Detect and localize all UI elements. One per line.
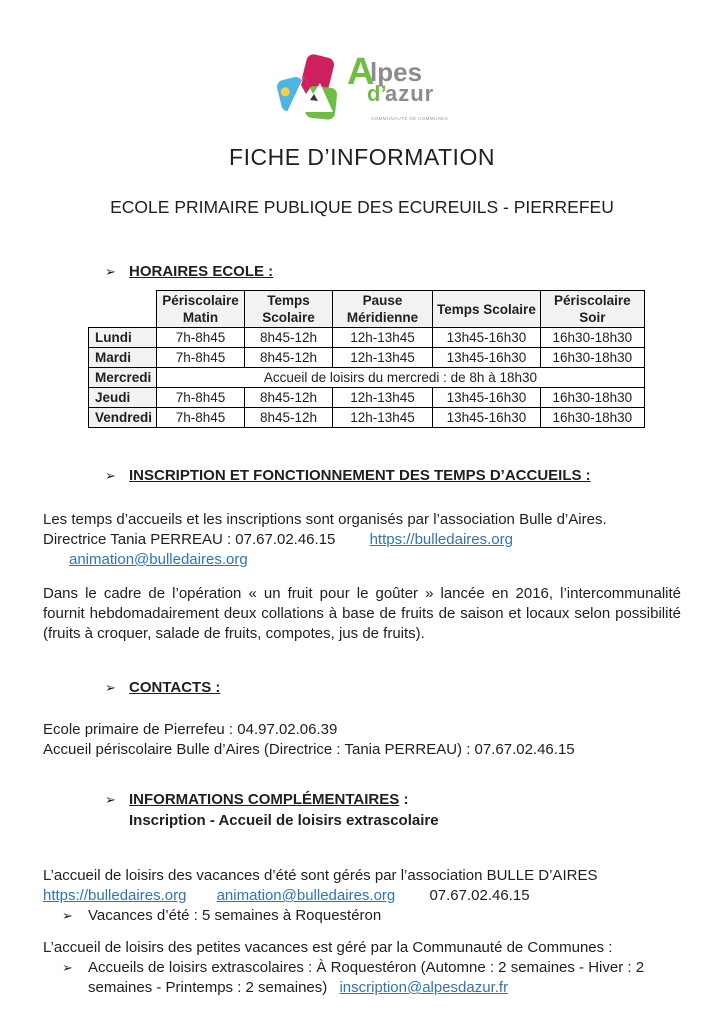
logo-word-alpes: lpes [370,57,423,87]
col-header-periscolaire-matin: Périscolaire Matin [157,291,245,328]
logo-letter-a: A [347,51,375,93]
inscription-line2-prefix: Directrice Tania PERREAU : 07.67.02.46.15 [43,531,336,548]
section-heading-contacts [43,678,681,698]
day-cell: Mercredi [89,368,157,388]
col-header-temps-scolaire-am: Temps Scolaire [245,291,333,328]
extrascolaire-bullet-text: Accueils de loisirs extrascolaires : À Roquestéron (Automne : 2 semaines - Hiver : 2 semaines - Printemps : 2 semaines) [88,959,645,996]
heading-horaires-label: HORAIRES ECOLE : [129,263,274,280]
time-cell: 12h-13h45 [333,328,433,348]
arrow-bullet-icon: ➢ [105,792,116,807]
arrow-bullet-icon: ➢ [105,680,116,695]
time-cell: 13h45-16h30 [433,348,541,368]
table-row-vendredi [89,408,645,428]
infos-subheading: Inscription - Accueil de loisirs extrascolaire [129,812,439,829]
bulledaires-email-link-2[interactable]: animation@bulledaires.org [216,887,396,904]
heading-inscription-label: INSCRIPTION ET FONCTIONNEMENT DES TEMPS D’ACCUEILS : [129,467,591,484]
time-cell: 8h45-12h [245,348,333,368]
inscription-paragraph [43,510,681,570]
time-cell: 16h30-18h30 [540,348,644,368]
contact-periscolaire-line: Accueil périscolaire Bulle d’Aires (Directrice : Tania PERREAU) : 07.67.02.46.15 [43,741,575,758]
table-corner-cell [89,291,157,328]
summer-camp-paragraph [43,866,681,906]
time-cell: 13h45-16h30 [433,388,541,408]
col-header-periscolaire-soir: Périscolaire Soir [540,291,644,328]
summer-bullet-text: Vacances d’été : 5 semaines à Roquestéron [88,907,382,924]
bulledaires-site-link-2[interactable]: https://bulledaires.org [43,887,187,904]
time-cell: 13h45-16h30 [433,328,541,348]
summer-bullet-item [43,906,681,926]
merged-wednesday-cell: Accueil de loisirs du mercredi : de 8h à 18h30 [157,368,645,388]
time-cell: 12h-13h45 [333,348,433,368]
heading-infos-colon: : [399,791,409,808]
table-row-lundi [89,328,645,348]
bulledaires-email-link[interactable]: animation@bulledaires.org [69,551,248,568]
contacts-paragraph [43,720,681,760]
col-header-pause-meridienne: Pause Méridienne [333,291,433,328]
section-heading-inscription [43,466,681,486]
arrow-bullet-icon: ➢ [105,264,116,279]
logo-tagline: COMMUNAUTÉ DE COMMUNES [371,116,449,121]
bulledaires-site-link[interactable]: https://bulledaires.org [369,531,513,548]
logo-word-d: d’ [367,81,387,106]
alpes-azur-logo-mark-icon [277,54,343,124]
small-holidays-paragraph: L’accueil de loisirs des petites vacances est géré par la Communauté de Communes : [43,939,613,956]
time-cell: 8h45-12h [245,388,333,408]
heading-contacts-label: CONTACTS : [129,679,221,696]
inscription-line1: Les temps d’accueils et les inscriptions sont organisés par l’association Bulle d’Aires. [43,511,607,528]
alpesdazur-inscription-email-link[interactable]: inscription@alpesdazur.fr [339,979,509,996]
arrow-bullet-icon: ➢ [62,960,73,975]
section-heading-horaires [43,262,681,282]
day-cell: Mardi [89,348,157,368]
col-header-temps-scolaire-pm: Temps Scolaire [433,291,541,328]
time-cell: 7h-8h45 [157,348,245,368]
table-row-jeudi [89,388,645,408]
page-subtitle: ECOLE PRIMAIRE PUBLIQUE DES ECUREUILS - PIERREFEU [110,197,614,217]
table-header-row [89,291,645,328]
time-cell: 8h45-12h [245,328,333,348]
summer-camp-line: L’accueil de loisirs des vacances d’été sont gérés par l’association BULLE D’AIRES [43,867,598,884]
bulledaires-phone: 07.67.02.46.15 [429,887,530,904]
arrow-bullet-icon: ➢ [105,468,116,483]
school-hours-table [88,290,645,428]
section-heading-infos [43,790,681,810]
contact-school-line: Ecole primaire de Pierrefeu : 04.97.02.06.39 [43,721,338,738]
alpes-azur-logo [277,51,449,124]
time-cell: 12h-13h45 [333,388,433,408]
time-cell: 7h-8h45 [157,328,245,348]
table-row-mercredi [89,368,645,388]
page-title: FICHE D’INFORMATION [229,144,495,170]
table-row-mardi [89,348,645,368]
time-cell: 13h45-16h30 [433,408,541,428]
fruit-operation-paragraph: Dans le cadre de l’opération « un fruit pour le goûter » lancée en 2016, l’intercommunalité fournit hebdomadairement deux collations à base de fruits de saison et locaux selon possibilité (fruits à croquer, salade de fruits, compotes, jus de fruits). [43,585,681,642]
alpes-azur-logo-text [347,51,449,121]
heading-infos-label: INFORMATIONS COMPLÉMENTAIRES [129,791,400,808]
time-cell: 12h-13h45 [333,408,433,428]
day-cell: Jeudi [89,388,157,408]
time-cell: 16h30-18h30 [540,388,644,408]
arrow-bullet-icon: ➢ [62,908,73,923]
day-cell: Lundi [89,328,157,348]
time-cell: 7h-8h45 [157,408,245,428]
time-cell: 16h30-18h30 [540,408,644,428]
time-cell: 16h30-18h30 [540,328,644,348]
logo-word-azur: azur [385,81,435,106]
time-cell: 7h-8h45 [157,388,245,408]
time-cell: 8h45-12h [245,408,333,428]
day-cell: Vendredi [89,408,157,428]
extrascolaire-bullet-item [43,958,681,998]
